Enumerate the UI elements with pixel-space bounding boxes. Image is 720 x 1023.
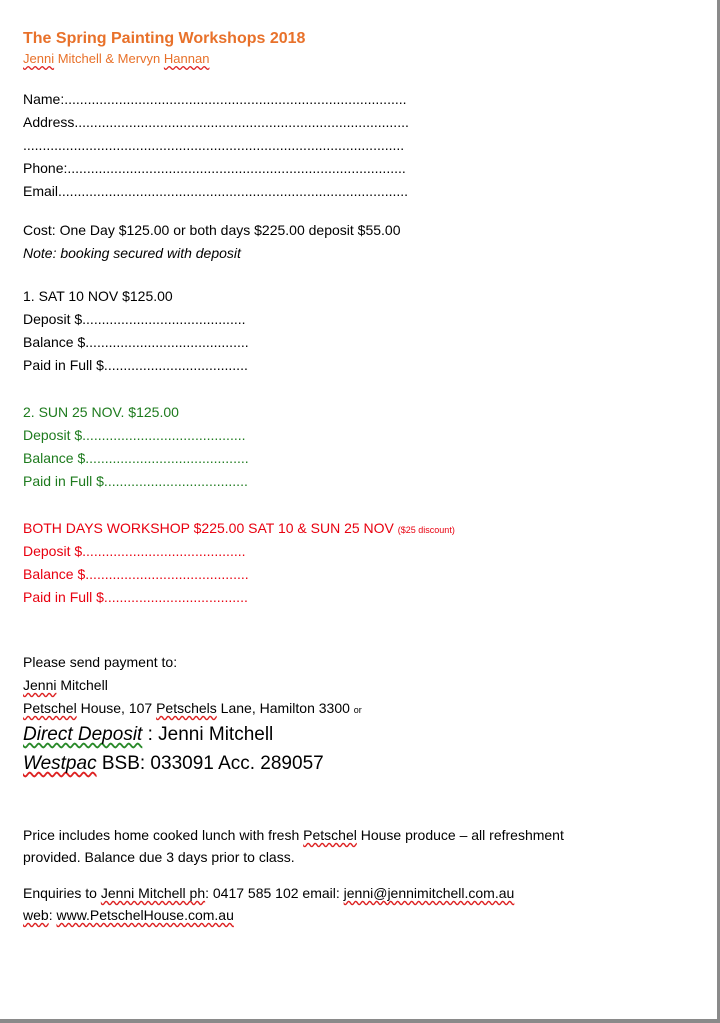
both-balance: Balance $.......................................... [23,566,249,582]
day2-deposit: Deposit $.......................................... [23,427,246,443]
day2-paid: Paid in Full $..................................... [23,473,248,489]
day1-balance: Balance $.......................................... [23,334,249,350]
deposit-note: Note: booking secured with deposit [23,245,241,261]
payee-name: Jenni Mitchell [23,677,108,693]
address-field-2: .................................................................................................. [23,137,405,153]
both-days-heading: BOTH DAYS WORKSHOP $225.00 SAT 10 & SUN 25 NOV ($25 discount) [23,520,455,536]
price-includes-paragraph: Price includes home cooked lunch with fresh Petschel House produce – all refreshment provided. Balance due 3 days prior to class. [23,827,564,865]
email-link[interactable]: jenni@jennimitchell.com.au [343,885,515,901]
payee-address: Petschel House, 107 Petschels Lane, Hamilton 3300 or [23,700,362,716]
address-field: Address...................................................................................... [23,114,409,130]
document-title: The Spring Painting Workshops 2018 [23,30,306,47]
phone-field: Phone:....................................................................................... [23,160,406,176]
day1-deposit: Deposit $.......................................... [23,311,246,327]
website-link[interactable]: www.PetschelHouse.com.au [56,907,234,923]
email-field: Email.......................................................................................... [23,183,409,199]
cost-line: Cost: One Day $125.00 or both days $225.00 deposit $55.00 [23,222,401,238]
name-field: Name:........................................................................................ [23,91,407,107]
bank-details-line: Westpac BSB: 033091 Acc. 289057 [23,753,324,774]
both-deposit: Deposit $.......................................... [23,543,246,559]
day1-heading: 1. SAT 10 NOV $125.00 [23,288,173,304]
direct-deposit-line: Direct Deposit : Jenni Mitchell [23,724,274,745]
payment-intro: Please send payment to: [23,654,178,670]
document-body [23,28,703,926]
both-paid: Paid in Full $..................................... [23,589,248,605]
day2-balance: Balance $.......................................... [23,450,249,466]
tutors-line: Jenni Mitchell & Mervyn Hannan [23,51,210,66]
enquiries-paragraph: Enquiries to Jenni Mitchell ph: 0417 585 102 email: jenni@jennimitchell.com.au web: www.PetschelHouse.com.au [23,885,515,923]
day2-heading: 2. SUN 25 NOV. $125.00 [23,404,179,420]
discount-note: ($25 discount) [397,525,455,535]
day1-paid: Paid in Full $..................................... [23,357,248,373]
contact-name: Jenni Mitchell ph [100,885,206,901]
